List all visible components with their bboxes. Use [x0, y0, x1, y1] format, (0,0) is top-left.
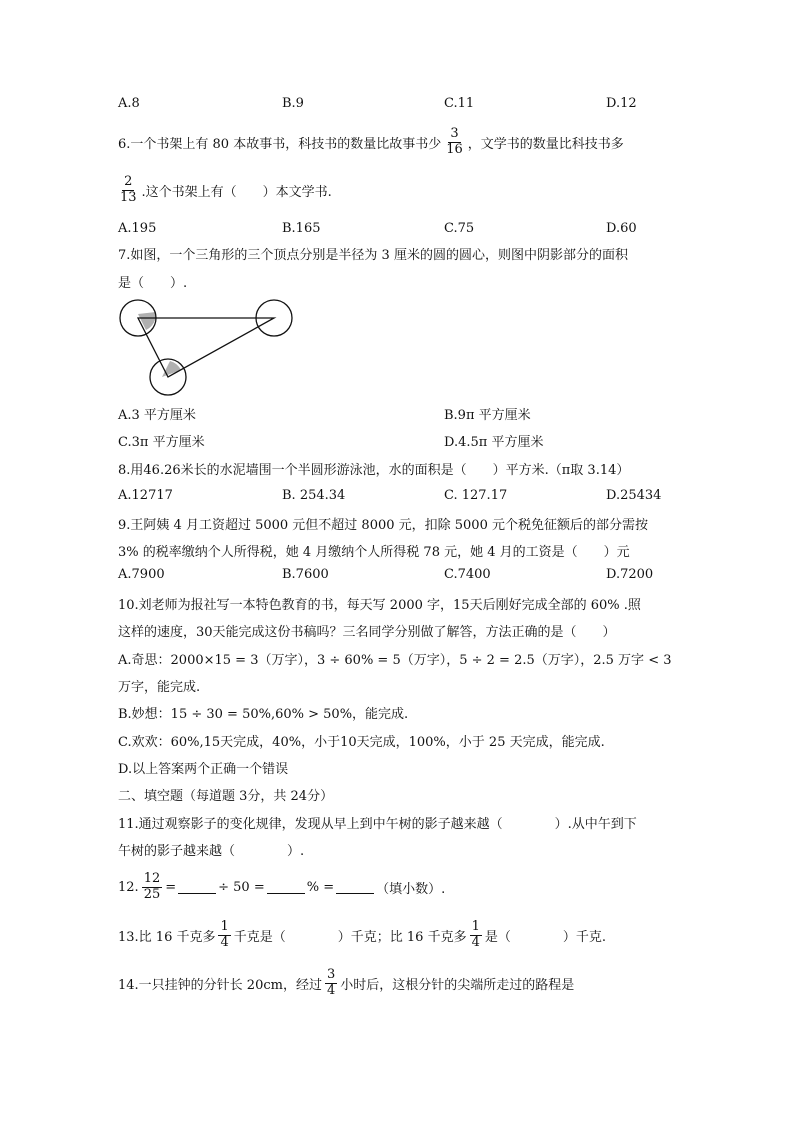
q12-eq: =: [165, 879, 177, 895]
q8-option-b: B. 254.34: [282, 488, 346, 503]
q5-option-d: D.12: [606, 96, 637, 111]
q10-option-a-line1: A.奇思：2000×15 = 3（万字），3 ÷ 60% = 5（万字），5 ÷ 2 = 2.5（万字），2.5 万字 < 3: [118, 653, 672, 668]
q14-f-den: 4: [326, 982, 336, 998]
q7-option-c: C.3π 平方厘米: [118, 435, 205, 450]
q12-pct: % =: [306, 879, 335, 895]
q12-line: [118, 866, 445, 908]
q6-fraction-2: [118, 175, 139, 205]
q6-option-a: A.195: [118, 221, 157, 236]
q11-line1: 11.通过观察影子的变化规律，发现从早上到中午树的影子越来越（ ）.从中午到下: [118, 817, 637, 832]
q12-div: ÷ 50 =: [218, 879, 265, 895]
q8-option-c: C. 127.17: [444, 488, 508, 503]
q9-option-c: C.7400: [444, 567, 491, 582]
q14-fraction: [325, 968, 337, 998]
q9-option-b: B.7600: [282, 567, 329, 582]
q8-option-a: A.12717: [118, 488, 173, 503]
triangle-circles-figure: [112, 292, 302, 400]
q14-f-num: 3: [326, 967, 336, 983]
q11-line2: 午树的影子越来越（ ）.: [118, 844, 305, 859]
q7-option-b: B.9π 平方厘米: [444, 408, 531, 423]
q6-f2-den: 13: [120, 189, 137, 205]
triangle: [138, 318, 274, 377]
q5-option-c: C.11: [444, 96, 475, 111]
q12-prefix: 12.: [118, 879, 139, 895]
q10-option-c: C.欢欢：60%,15天完成，40%，小于10天完成，100%，小于 25 天完成，能完成.: [118, 735, 605, 750]
q6-fraction-1: [444, 127, 465, 157]
q6-option-c: C.75: [444, 221, 475, 236]
q12-fraction: [142, 872, 163, 902]
q13-line: [118, 914, 606, 956]
q13-f2-num: 1: [471, 919, 480, 935]
q10-line1: 10.刘老师为报社写一本特色教育的书，每天写 2000 字，15天后刚好完成全部的 60% .照: [118, 598, 641, 613]
q12-blank-2[interactable]: [267, 881, 305, 894]
q9-line2: 3% 的税率缴纳个人所得税，她 4 月缴纳个人所得税 78 元，她 4 月的工资是（ ）元: [118, 545, 630, 560]
q12-f-num: 12: [143, 871, 161, 887]
q13-t3: 是（ ）千克.: [484, 929, 606, 945]
q7-line2: 是（ ）.: [118, 276, 188, 291]
section-title-fill-in: 二、填空题（每道题 3分，共 24分）: [118, 789, 334, 804]
q10-option-a-line2: 万字，能完成.: [118, 680, 201, 695]
q6-f2-num: 2: [124, 174, 133, 190]
q12-f-den: 25: [143, 886, 161, 902]
q14-t2: 小时后，这根分针的尖端所走过的路程是: [340, 977, 575, 993]
q6-f1-den: 16: [446, 141, 463, 157]
q10-line2: 这样的速度，30天能完成这份书稿吗？三名同学分别做了解答，方法正确的是（ ）: [118, 625, 616, 640]
q13-f1-num: 1: [220, 919, 229, 935]
q13-f2-den: 4: [471, 934, 480, 950]
q14-t1: 14.一只挂钟的分针长 20cm，经过: [118, 977, 322, 993]
q14-line: [118, 962, 574, 1004]
q13-t2: 千克是（ ）千克；比 16 千克多: [233, 929, 467, 945]
q13-f1-den: 4: [220, 934, 229, 950]
q9-option-a: A.7900: [118, 567, 165, 582]
q6-text2: ，文学书的数量比科技书多: [467, 136, 624, 152]
q6-text1: 6.一个书架上有 80 本故事书，科技书的数量比故事书少: [118, 136, 442, 152]
q6-text3: .这个书架上有（ ）本文学书.: [141, 184, 332, 200]
q9-option-d: D.7200: [606, 567, 654, 582]
q6-line1: [118, 122, 624, 162]
q9-line1: 9.王阿姨 4 月工资超过 5000 元但不超过 8000 元，扣除 5000 元个税免征额后的部分需按: [118, 518, 648, 533]
q10-option-b: B.妙想：15 ÷ 30 = 50%,60% > 50%，能完成.: [118, 707, 409, 722]
q5-option-b: B.9: [282, 96, 304, 111]
q6-option-b: B.165: [282, 221, 321, 236]
q6-f1-num: 3: [450, 126, 459, 142]
q8-text: 8.用46.26米长的水泥墙围一个半圆形游泳池，水的面积是（ ）平方米.（π取 3.14）: [118, 463, 630, 478]
q10-option-d: D.以上答案两个正确一个错误: [118, 762, 289, 777]
q6-option-d: D.60: [606, 221, 637, 236]
q13-t1: 13.比 16 千克多: [118, 929, 216, 945]
q7-line1: 7.如图，一个三角形的三个顶点分别是半径为 3 厘米的圆的圆心，则图中阴影部分的面积: [118, 248, 628, 263]
q8-option-d: D.25434: [606, 488, 662, 503]
q13-fraction-2: [470, 920, 482, 950]
q5-option-a: A.8: [118, 96, 140, 111]
q12-suffix: （填小数）.: [376, 881, 446, 897]
q6-line2: [118, 170, 332, 210]
q12-blank-3[interactable]: [336, 881, 374, 894]
q13-fraction-1: [218, 920, 230, 950]
q12-blank-1[interactable]: [178, 881, 216, 894]
q7-option-a: A.3 平方厘米: [118, 408, 196, 423]
q7-option-d: D.4.5π 平方厘米: [444, 435, 544, 450]
